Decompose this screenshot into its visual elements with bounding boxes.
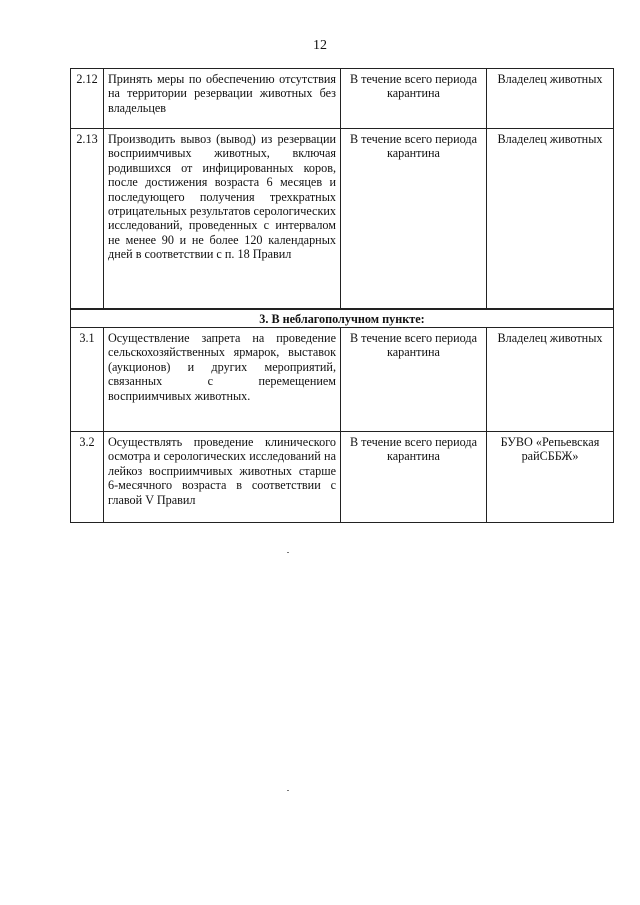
timing-text: В течение всего периода карантина [341, 431, 487, 522]
action-text: Принять меры по обеспечению отсутствия на территории резервации животных без владельцев [104, 69, 341, 129]
action-text: Осуществление запрета на проведение сельскохозяйственных ярмарок, выставок (аукционов) и других мероприятий, связанных с перемещением восприимчивых животных. [104, 327, 341, 431]
row-number: 2.12 [71, 69, 104, 129]
scan-speck [287, 790, 289, 791]
row-number: 3.1 [71, 327, 104, 431]
table-row [71, 129, 614, 309]
row-number: 3.2 [71, 431, 104, 522]
action-text: Осуществлять проведение клинического осмотра и серологических исследований на лейкоз восприимчивых животных старше 6-месячного возраста в соответствии с главой V Правил [104, 431, 341, 522]
measures-table [70, 68, 614, 523]
responsible-text: Владелец животных [487, 129, 614, 309]
responsible-text: Владелец животных [487, 327, 614, 431]
action-text: Производить вывоз (вывод) из резервации восприимчивых животных, включая родившихся от инфицированных коров, после достижения возраста 6 месяцев и последующего получения трехкратных отрицательных результатов серологических исследований, проведенных с интервалом не менее 90 и не более 120 календарных дней в соответствии с п. 18 Правил [104, 129, 341, 309]
page-number: 12 [313, 38, 327, 53]
responsible-text: БУВО «Репьевская райСББЖ» [487, 431, 614, 522]
timing-text: В течение всего периода карантина [341, 69, 487, 129]
timing-text: В течение всего периода карантина [341, 327, 487, 431]
table-row [71, 327, 614, 431]
table-row [71, 69, 614, 129]
table-row [71, 431, 614, 522]
section-title: 3. В неблагополучном пункте: [71, 309, 614, 328]
timing-text: В течение всего периода карантина [341, 129, 487, 309]
scan-speck [287, 552, 289, 553]
responsible-text: Владелец животных [487, 69, 614, 129]
section-header-row [71, 309, 614, 328]
row-number: 2.13 [71, 129, 104, 309]
